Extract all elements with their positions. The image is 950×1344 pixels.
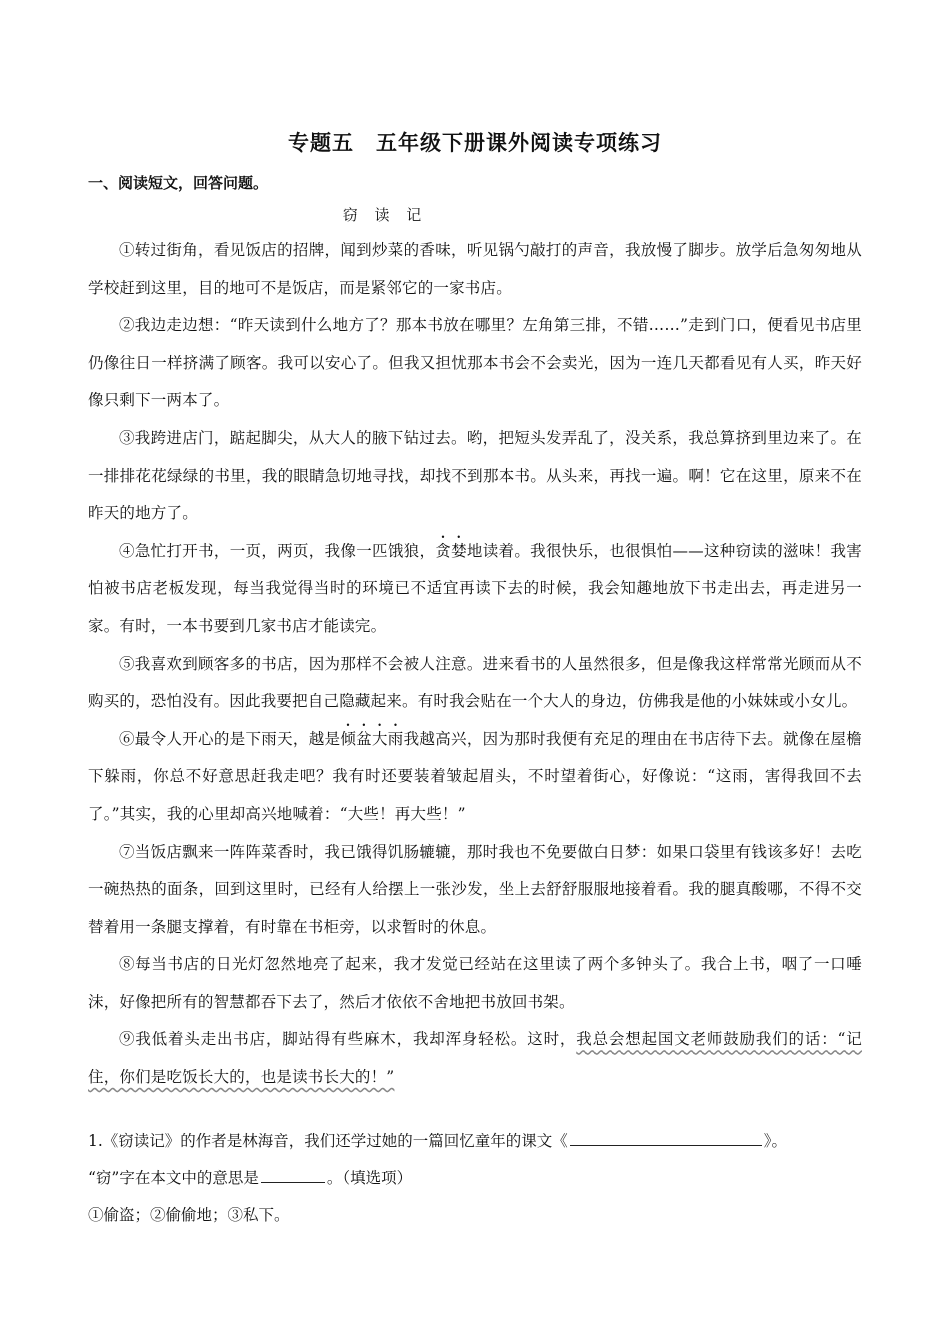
paragraph-5: ⑤我喜欢到顾客多的书店，因为那样不会被人注意。进来看书的人虽然很多，但是像我这样常常光顾而从不购买的，恐怕没有。因此我要把自己隐藏起来。有时我会贴在一个大人的身边，仿佛我是他的小妹妹或小女儿。 (88, 654, 862, 711)
dotted-word-qingpen: 倾盆大雨 (340, 729, 404, 748)
story-title: 窃 读 记 (342, 206, 428, 224)
question-1-options: ①偷盗；②偷偷地；③私下。 (88, 1206, 290, 1224)
paragraph-3: ③我跨进店门，踮起脚尖，从大人的腋下钻过去。哟，把短头发弄乱了，没关系，我总算挤到里边来了。在一排排花花绿绿的书里，我的眼睛急切地寻找，却找不到那本书。从头来，再找一遍。啊！它在这里，原来不在昨天的地方了。 (88, 428, 862, 523)
question-1-prompt: “窃”字在本文中的意思是 (88, 1169, 259, 1187)
question-1-hint: 。（填选项） (326, 1169, 413, 1187)
questions (88, 1123, 878, 1234)
paragraph-6-end: 我越高兴，因为那时我便有充足的理由在书店待下去。就像在屋檐下躲雨，你总不好意思赶我走吧？我有时还要装着皱起眉头，不时望着街心，好像说：“这雨，害得我回不去了。”其实，我的心里却高兴地喊着：“大些！再大些！” (88, 729, 862, 823)
document-title: 专题五 五年级下册课外阅读专项练习 (288, 131, 662, 155)
paragraph-7: ⑦当饭店飘来一阵阵菜香时，我已饿得饥肠辘辘，那时我也不免要做白日梦：如果口袋里有钱该多好！去吃一碗热热的面条，回到这里时，已经有人给摆上一张沙发，坐上去舒舒服服地接着看。我的腿真酸哪，不得不交替着用一条腿支撑着，有时靠在书柜旁，以求暂时的休息。 (88, 842, 862, 936)
paragraph-6 (88, 721, 862, 834)
question-1-close: 》。 (763, 1132, 788, 1150)
question-1-text: 1.《窃读记》的作者是林海音，我们还学过她的一篇回忆童年的课文《 (88, 1132, 568, 1150)
paragraph-9-start: ⑨我低着头走出书店，脚站得有些麻木，我却浑身轻松。这时， (119, 1030, 577, 1049)
paragraph-1: ①转过街角，看见饭店的招牌，闻到炒菜的香味，听见锅勺敲打的声音，我放慢了脚步。放学后急匆匆地从学校赶到这里，目的地可不是饭店，而是紧邻它的一家书店。 (88, 241, 862, 297)
story-body (88, 232, 862, 1097)
paragraph-8: ⑧每当书店的日光灯忽然地亮了起来，我才发觉已经站在这里读了两个多钟头了。我合上书，咽了一口唾沫，好像把所有的智慧都吞下去了，然后才依依不舍地把书放回书架。 (88, 955, 862, 1011)
answer-blank-lesson-title[interactable] (570, 1129, 762, 1146)
section-heading: 一、阅读短文，回答问题。 (88, 174, 269, 192)
paragraph-4-end: 地读着。我很快乐，也很惧怕——这种窃读的滋味！我害怕被书店老板发现，每当我觉得当时的环境已不适宜再读下去的时候，我会知趣地放下书走出去，再走进另一家。有时，一本书要到几家书店才能读完。 (88, 541, 862, 635)
question-1-line-1 (88, 1123, 878, 1160)
paragraph-6-start: ⑥最令人开心的是下雨天，越是 (119, 729, 341, 748)
paragraph-9 (88, 1021, 862, 1096)
wavy-underlined-quote: 我总会想起国文老师鼓励我们的话：“记住，你们是吃饭长大的，也是读书长大的！” (88, 1030, 862, 1087)
dotted-word-tanlan: 贪婪 (435, 541, 467, 560)
answer-blank-option[interactable] (261, 1166, 325, 1183)
paragraph-4-start: ④急忙打开书，一页，两页，我像一匹饿狼， (119, 541, 436, 560)
paragraph-4 (88, 533, 862, 646)
question-1-line-2 (88, 1160, 878, 1197)
paragraph-2: ②我边走边想：“昨天读到什么地方了？那本书放在哪里？左角第三排，不错……”走到门口，便看见书店里仍像往日一样挤满了顾客。我可以安心了。但我又担忧那本书会不会卖光，因为一连几天都看见有人买，昨天好像只剩下一两本了。 (88, 316, 862, 410)
